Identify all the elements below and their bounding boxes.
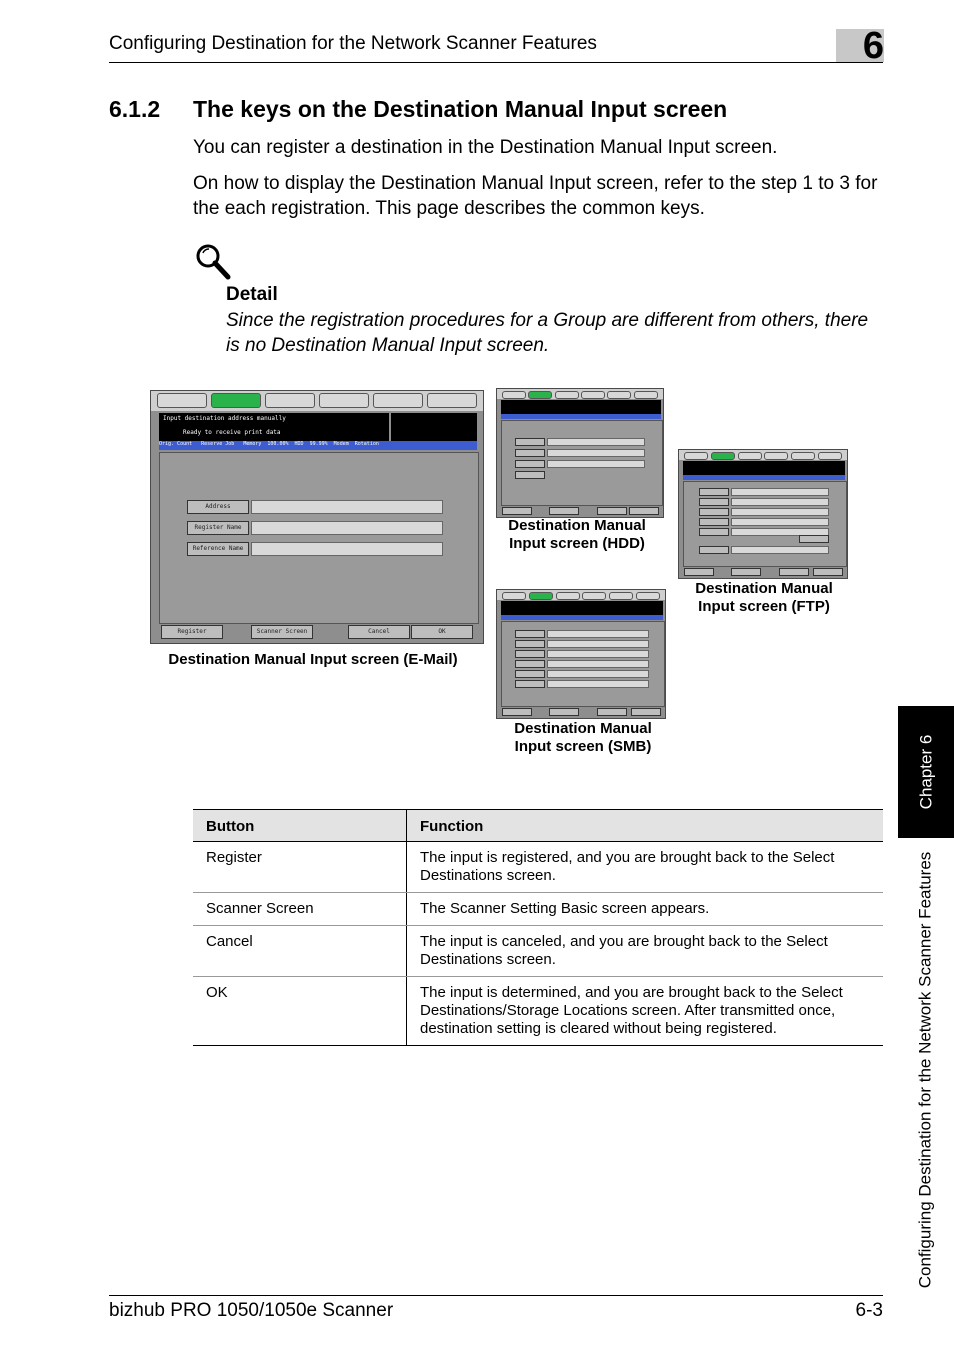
detail-text: Since the registration procedures for a Group are different from others, there is no Destination Manual Input screen. xyxy=(226,310,869,356)
magnifier-icon xyxy=(193,241,233,281)
email-screen-image xyxy=(150,390,484,644)
chapter-side-tab-label: Chapter 6 xyxy=(916,734,936,810)
section-title: The keys on the Destination Manual Input screen xyxy=(193,96,728,122)
side-section-title: Configuring Destination for the Network Scanner Features xyxy=(915,851,934,1289)
register-name-key: Register Name xyxy=(187,521,249,535)
screen-status-bar: Orig. Count Reserve Job Memory 100.00% HDD 99.99% Modem Rotation xyxy=(159,441,477,450)
screen-tab xyxy=(265,393,315,408)
smb-screen-image xyxy=(496,589,666,719)
table-cell-button: Cancel xyxy=(193,926,407,977)
email-screen-caption: Destination Manual Input screen (E-Mail) xyxy=(168,651,458,668)
screen-message-right xyxy=(391,413,477,441)
screen-input-panel xyxy=(159,452,479,624)
detail-label: Detail xyxy=(226,284,278,305)
address-key: Address xyxy=(187,500,249,514)
table-row xyxy=(193,926,883,977)
side-section-title-wrap xyxy=(900,851,950,1289)
table-row xyxy=(193,893,883,926)
smb-screen-caption: Destination Manual Input screen (SMB) xyxy=(514,720,652,755)
chapter-side-tab-label-wrap xyxy=(898,706,954,838)
screen-tab-active xyxy=(211,393,261,408)
ftp-screen-caption: Destination Manual Input screen (FTP) xyxy=(695,580,833,615)
table-cell-function: The input is canceled, and you are brought back to the Select Destinations screen. xyxy=(407,926,884,977)
screen-register-key: Register xyxy=(161,625,223,639)
table-cell-button: OK xyxy=(193,977,407,1046)
hdd-screen-image xyxy=(496,388,664,518)
table-cell-button: Register xyxy=(193,842,407,893)
table-header-row xyxy=(193,810,883,842)
reference-name-box xyxy=(251,542,443,556)
screen-tab xyxy=(157,393,207,408)
screen-tabs xyxy=(151,391,483,411)
reference-name-key: Reference Name xyxy=(187,542,249,556)
button-function-table xyxy=(193,809,883,1046)
register-name-box xyxy=(251,521,443,535)
hdd-screen-caption: Destination Manual Input screen (HDD) xyxy=(508,517,646,552)
table-cell-function: The Scanner Setting Basic screen appears. xyxy=(407,893,884,926)
procedure-paragraph: On how to display the Destination Manual Input screen, refer to the step 1 to 3 for the each registration. This page describes the common keys. xyxy=(193,173,878,219)
ftp-screen-image xyxy=(678,449,848,579)
chapter-number: 6 xyxy=(862,25,884,67)
table-cell-button: Scanner Screen xyxy=(193,893,407,926)
screen-tab xyxy=(427,393,477,408)
table-header-function: Function xyxy=(407,810,884,842)
table-row xyxy=(193,977,883,1046)
screen-ok-key: OK xyxy=(411,625,473,639)
running-header-title: Configuring Destination for the Network Scanner Features xyxy=(109,33,597,54)
table-cell-function: The input is registered, and you are brought back to the Select Destinations screen. xyxy=(407,842,884,893)
table-header-button: Button xyxy=(193,810,407,842)
screen-scanner-key: Scanner Screen xyxy=(251,625,313,639)
footer-page-number: 6-3 xyxy=(855,1300,883,1321)
intro-paragraph: You can register a destination in the Destination Manual Input screen. xyxy=(193,137,778,158)
section-number: 6.1.2 xyxy=(109,96,161,122)
screen-cancel-key: Cancel xyxy=(348,625,410,639)
header-rule xyxy=(109,62,883,63)
address-box xyxy=(251,500,443,514)
footer-product: bizhub PRO 1050/1050e Scanner xyxy=(109,1300,394,1321)
screen-message: Input destination address manually Ready to receive print data xyxy=(159,413,389,441)
table-row xyxy=(193,842,883,893)
screen-tab xyxy=(373,393,423,408)
table-cell-function: The input is determined, and you are brought back to the Select Destinations/Storage Locations screen. After transmitted once, destination setting is cleared without being registered. xyxy=(407,977,884,1046)
screen-tab xyxy=(319,393,369,408)
footer-rule xyxy=(109,1295,883,1296)
